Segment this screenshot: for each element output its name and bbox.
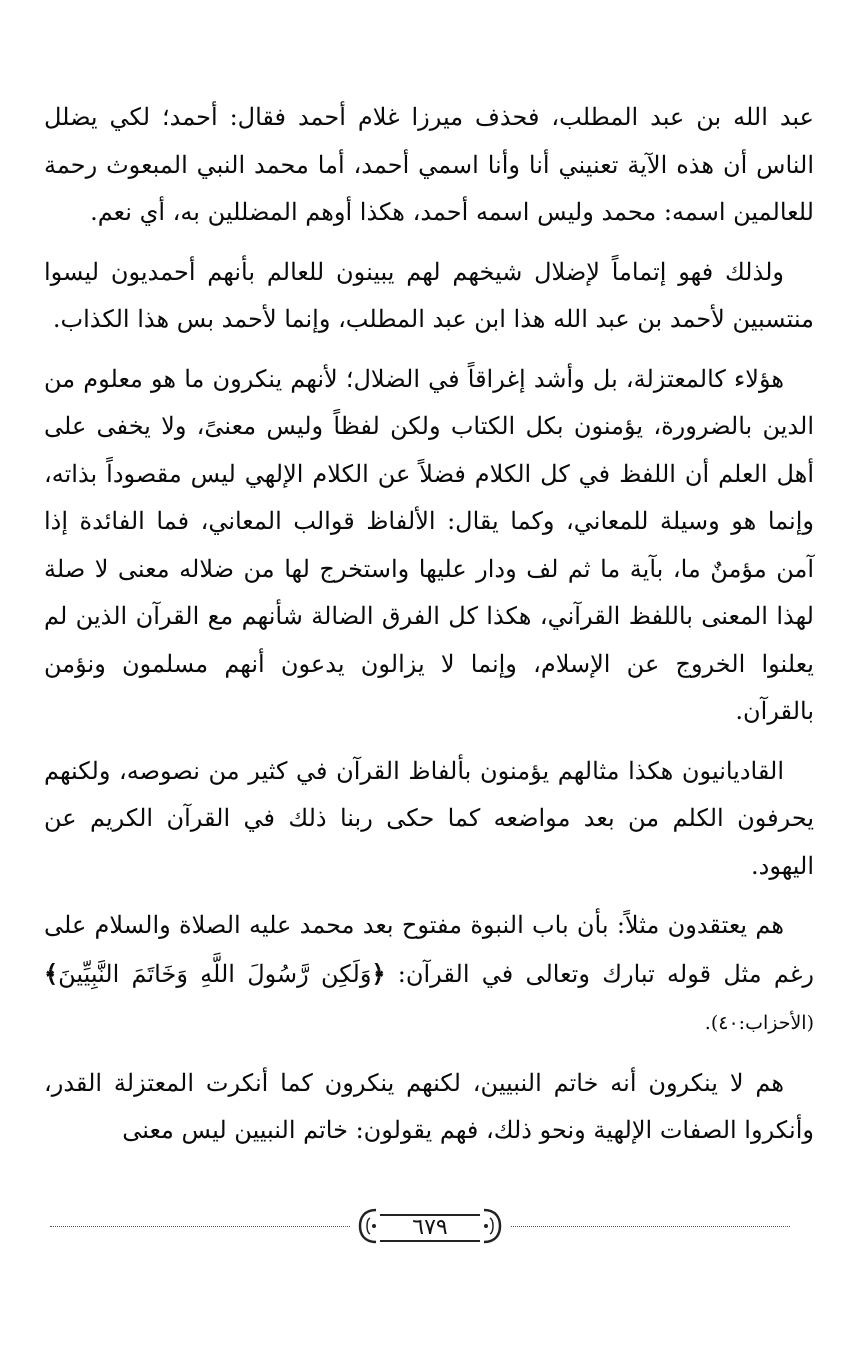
page-number: ٦٧٩ bbox=[380, 1214, 480, 1242]
paragraph-6: هم لا ينكرون أنه خاتم النبيين، لكنهم ينكرون كما أنكرت المعتزلة القدر، وأنكروا الصفات الإلهية ونحو ذلك، فهم يقولون: خاتم النبيين ليس معنى bbox=[44, 1068, 814, 1144]
ornament-left-icon bbox=[354, 1204, 380, 1248]
quran-close-bracket: ﴾ bbox=[44, 958, 59, 988]
quran-open-bracket: ﴿ bbox=[371, 958, 386, 988]
ornament-right-icon bbox=[480, 1204, 506, 1248]
page-number-frame bbox=[350, 1200, 510, 1246]
paragraph-5-verse bbox=[44, 902, 814, 1048]
page-footer bbox=[50, 1190, 790, 1250]
paragraph-3: هؤلاء كالمعتزلة، بل وأشد إغراقاً في الضلال؛ لأنهم ينكرون ما هو معلوم من الدين بالضرورة، يؤمنون بكل الكتاب ولكن لفظاً وليس معنىً، ولا يخفى على أهل العلم أن اللفظ في كل الكلام فضلاً عن الكلام الإلهي ليس مقصوداً بذاته، وإنما هو وسيلة للمعاني، وكما يقال: الألفاظ قوالب المعاني، فما الفائدة إذا آمن مؤمنٌ ما، بآية ما ثم لف ودار عليها واستخرج لها من ضلاله معنى لا صلة لهذا المعنى باللفظ القرآني، هكذا كل الفرق الضالة شأنهم مع القرآن الذين لم يعلنوا الخروج عن الإسلام، وإنما لا يزالون يدعون أنهم مسلمون ونؤمن بالقرآن. bbox=[44, 364, 815, 725]
quran-verse: وَلَكِن رَّسُولَ اللَّهِ وَخَاتَمَ النَّبِيِّينَ bbox=[58, 959, 372, 988]
page-body-text bbox=[44, 94, 814, 1167]
paragraph-2: ولذلك فهو إتماماً لإضلال شيخهم لهم يبينون للعالم بأنهم أحمديون ليسوا منتسبين لأحمد بن عبد الله هذا ابن عبد المطلب، وإنما لأحمد بس هذا الكذاب. bbox=[44, 257, 814, 333]
verse-intro-text: هم يعتقدون مثلاً: بأن باب النبوة مفتوح بعد محمد عليه الصلاة والسلام على رغم مثل قوله تبارك وتعالى في القرآن: bbox=[44, 911, 814, 988]
paragraph-4: القاديانيون هكذا مثالهم يؤمنون بألفاظ القرآن في كثير من نصوصه، ولكنهم يحرفون الكلم من بعد مواضعه كما حكى ربنا ذلك في القرآن الكريم عن اليهود. bbox=[44, 756, 814, 880]
verse-reference: (الأحزاب:٤٠). bbox=[704, 1012, 814, 1034]
paragraph-1: عبد الله بن عبد المطلب، فحذف ميرزا غلام أحمد فقال: أحمد؛ لكي يضلل الناس أن هذه الآية تعنيني أنا وأنا اسمي أحمد، أما محمد النبي المبعوث رحمة للعالمين اسمه: محمد وليس اسمه أحمد، هكذا أوهم المضللين به، أي نعم. bbox=[44, 103, 814, 226]
